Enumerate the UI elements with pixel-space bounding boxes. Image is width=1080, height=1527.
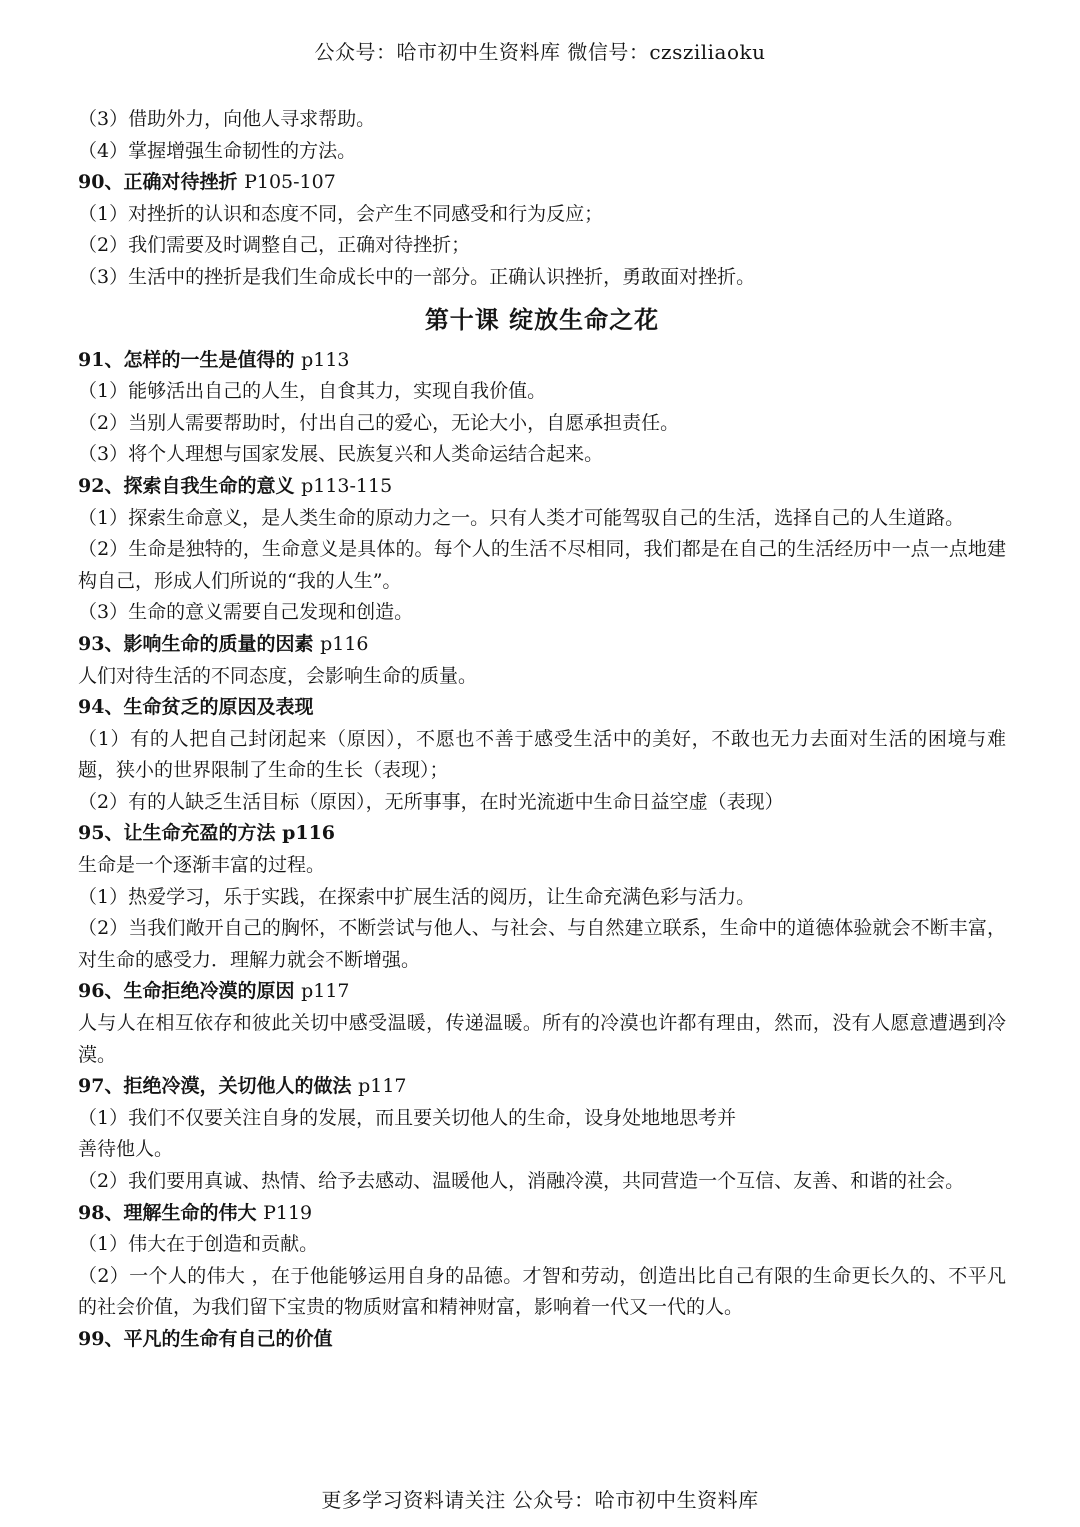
body-paragraph: （2）生命是独特的，生命意义是具体的。每个人的生活不尽相同，我们都是在自己的生活经历中一点一点地建构自己，形成人们所说的“我的人生”。 <box>78 538 1006 592</box>
section-page-ref: P119 <box>263 1201 313 1224</box>
section-heading <box>78 1071 1006 1103</box>
section-heading-title: 92、探索自我生命的意义 <box>78 474 295 497</box>
section-heading <box>78 167 1006 199</box>
list-item: （1）我们不仅要关注自身的发展，而且要关切他人的生命，设身处地地思考并 <box>78 1106 737 1129</box>
section-page-ref: p113-115 <box>301 474 393 497</box>
page-header: 公众号：哈市初中生资料库 微信号：czsziliaoku <box>314 40 766 64</box>
section-heading-title: 98、理解生命的伟大 <box>78 1201 257 1224</box>
list-item: （3）将个人理想与国家发展、民族复兴和人类命运结合起来。 <box>78 443 604 466</box>
body-paragraph: （1）有的人把自己封闭起来（原因），不愿也不善于感受生活中的美好，不敢也无力去面对生活的困境与难题，狭小的世界限制了生命的生长（表现）； <box>78 727 1006 782</box>
section-heading-title: 95、让生命充盈的方法 <box>78 822 276 845</box>
body-paragraph: （2）一个人的伟大 ，在于他能够运用自身的品德。才智和劳动，创造出比自己有限的生命更长久的、不平凡的社会价值，为我们留下宝贵的物质财富和精神财富，影响着一代又一代的人。 <box>78 1264 1006 1319</box>
list-item: （3）生活中的挫折是我们生命成长中的一部分。正确认识挫折，勇敢面对挫折。 <box>78 265 756 288</box>
section-heading <box>78 818 1006 850</box>
section-page-ref: p117 <box>301 980 350 1003</box>
list-item: （3）生命的意义需要自己发现和创造。 <box>78 601 414 624</box>
list-item: （1）对挫折的认识和态度不同，会产生不同感受和行为反应； <box>78 202 604 225</box>
body-paragraph: 人与人在相互依存和彼此关切中感受温暖，传递温暖。所有的冷漠也许都有理由，然而，没有人愿意遭遇到冷漠。 <box>78 1012 1006 1066</box>
section-heading <box>78 1198 1006 1230</box>
section-page-ref: p113 <box>301 348 350 371</box>
document-body <box>78 104 1006 1356</box>
list-item: （4）掌握增强生命韧性的方法。 <box>78 139 357 162</box>
list-item: 善待他人。 <box>78 1138 174 1161</box>
list-item: 人们对待生活的不同态度，会影响生命的质量。 <box>78 664 478 687</box>
section-heading-title: 93、影响生命的质量的因素 <box>78 632 314 655</box>
list-item: （1）能够活出自己的人生，自食其力，实现自我价值。 <box>78 380 547 403</box>
list-item: （1）热爱学习，乐于实践，在探索中扩展生活的阅历，让生命充满色彩与活力。 <box>78 885 756 908</box>
section-heading-title: 96、生命拒绝冷漠的原因 <box>78 980 295 1003</box>
section-heading-title: 94、生命贫乏的原因及表现 <box>78 696 314 719</box>
section-heading-title: 91、怎样的一生是值得的 <box>78 348 295 371</box>
section-page-ref: p116 <box>282 822 336 845</box>
section-heading <box>78 345 1006 377</box>
section-heading-title: 90、正确对待挫折 <box>78 171 238 194</box>
body-paragraph: （1）探索生命意义，是人类生命的原动力之一。只有人类才可能驾驭自己的生活，选择自己的人生道路。 <box>78 506 965 529</box>
list-item: （3）借助外力，向他人寻求帮助。 <box>78 108 376 130</box>
section-heading <box>78 471 1006 503</box>
list-item: （2）我们需要及时调整自己，正确对待挫折； <box>78 234 471 257</box>
section-heading <box>78 976 1006 1008</box>
list-item: （1）伟大在于创造和贡献。 <box>78 1233 319 1256</box>
section-page-ref: P105-107 <box>244 171 336 194</box>
list-item: 生命是一个逐渐丰富的过程。 <box>78 854 326 877</box>
list-item: （2）当别人需要帮助时，付出自己的爱心，无论大小，自愿承担责任。 <box>78 411 680 434</box>
lesson-title: 第十课 绽放生命之花 <box>424 304 660 334</box>
list-item: （2）有的人缺乏生活目标（原因），无所事事，在时光流逝中生命日益空虚（表现） <box>78 790 784 813</box>
section-heading-title: 99、平凡的生命有自己的价值 <box>78 1327 333 1350</box>
section-page-ref: p116 <box>320 632 369 655</box>
page-footer: 更多学习资料请关注 公众号：哈市初中生资料库 <box>321 1488 759 1512</box>
body-paragraph: （2）当我们敞开自己的胸怀，不断尝试与他人、与社会、与自然建立联系，生命中的道德体验就会不断丰富，对生命的感受力．理解力就会不断增强。 <box>78 917 1006 971</box>
section-heading <box>78 1324 1006 1356</box>
body-paragraph: （2）我们要用真诚、热情、给予去感动、温暖他人，消融冷漠，共同营造一个互信、友善、和谐的社会。 <box>78 1170 965 1192</box>
section-page-ref: p117 <box>358 1075 407 1098</box>
section-heading <box>78 692 1006 724</box>
section-heading <box>78 629 1006 661</box>
section-heading-title: 97、拒绝冷漠，关切他人的做法 <box>78 1075 352 1098</box>
